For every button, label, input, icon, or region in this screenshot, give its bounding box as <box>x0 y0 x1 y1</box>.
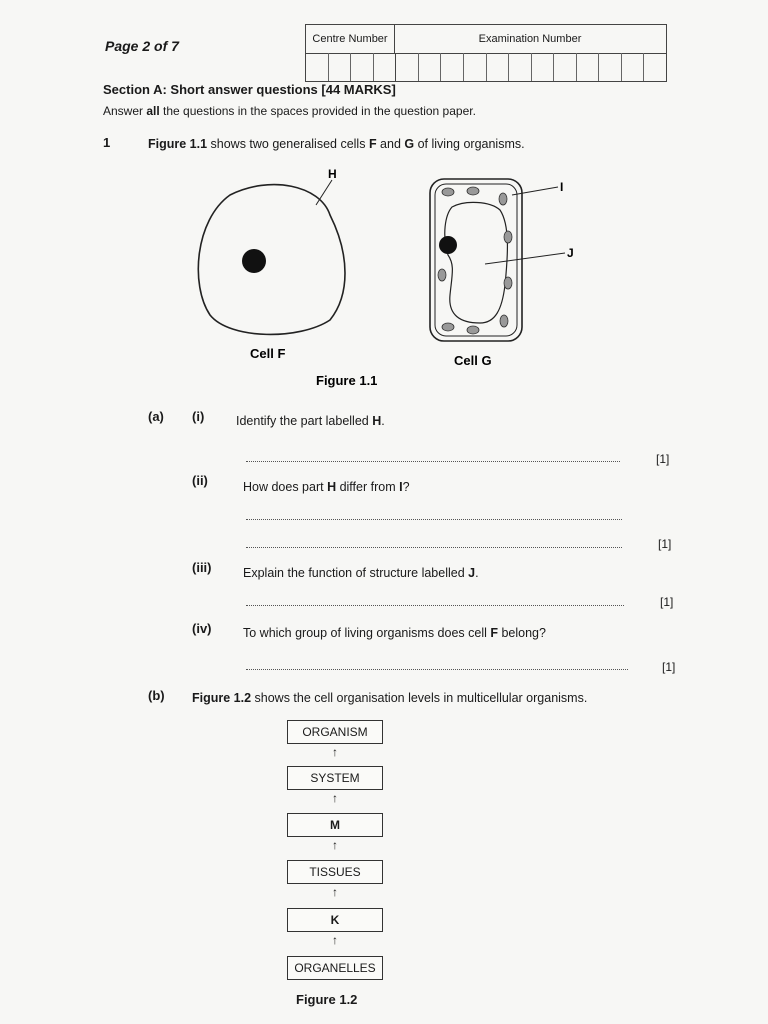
section-title: Section A: Short answer questions [44 MARKS] <box>103 82 396 97</box>
cell-g-wall <box>430 179 522 341</box>
answer-line-a-ii-2[interactable] <box>246 546 622 548</box>
part-b-label: (b) <box>148 688 165 703</box>
arrow-up-icon: ↑ <box>332 885 338 899</box>
arrow-up-icon: ↑ <box>332 791 338 805</box>
answer-line-a-iv[interactable] <box>246 668 628 670</box>
cell-g-label: Cell G <box>454 353 492 368</box>
arrow-up-icon: ↑ <box>332 838 338 852</box>
section-instruction: Answer all the questions in the spaces provided in the question paper. <box>103 104 476 118</box>
label-j: J <box>567 246 574 260</box>
level-k: K <box>287 908 383 932</box>
mark-a-ii: [1] <box>658 537 672 551</box>
figure-1-2-caption: Figure 1.2 <box>296 992 358 1007</box>
question-a-iv: To which group of living organisms does cell F belong? <box>243 626 546 640</box>
level-organism: ORGANISM <box>287 720 383 744</box>
arrow-up-icon: ↑ <box>332 745 338 759</box>
part-a-ii-num: (ii) <box>192 473 208 488</box>
mark-a-iv: [1] <box>662 660 676 674</box>
answer-line-a-iii[interactable] <box>246 604 624 606</box>
cell-f-membrane <box>198 185 345 335</box>
level-system: SYSTEM <box>287 766 383 790</box>
mark-a-i: [1] <box>656 452 670 466</box>
question-a-ii: How does part H differ from I? <box>243 480 410 494</box>
question-intro: Figure 1.1 shows two generalised cells F and G of living organisms. <box>148 137 525 151</box>
question-a-i: Identify the part labelled H. <box>236 414 385 428</box>
cell-f-nucleus <box>242 249 266 273</box>
number-cells <box>306 53 666 81</box>
centre-number-label: Centre Number <box>306 25 395 53</box>
label-h: H <box>328 167 337 181</box>
chloroplasts <box>438 187 512 334</box>
arrow-up-icon: ↑ <box>332 933 338 947</box>
level-tissues: TISSUES <box>287 860 383 884</box>
figure-1-1-caption: Figure 1.1 <box>316 373 378 388</box>
answer-line-a-i[interactable] <box>246 460 620 462</box>
level-organelles: ORGANELLES <box>287 956 383 980</box>
candidate-number-boxes <box>305 24 667 82</box>
cell-diagram <box>190 165 610 395</box>
question-a-iii: Explain the function of structure labelled J. <box>243 566 479 580</box>
exam-number-label: Examination Number <box>478 33 582 45</box>
question-number: 1 <box>103 135 111 150</box>
level-m: M <box>287 813 383 837</box>
answer-line-a-ii-1[interactable] <box>246 518 622 520</box>
cell-g-nucleus <box>439 236 457 254</box>
part-a-i-num: (i) <box>192 409 205 424</box>
label-i: I <box>560 180 564 194</box>
part-a-iii-num: (iii) <box>192 560 212 575</box>
figure-1-1 <box>190 165 610 395</box>
part-a-label: (a) <box>148 409 164 424</box>
question-b: Figure 1.2 shows the cell organisation levels in multicellular organisms. <box>192 691 588 705</box>
part-a-iv-num: (iv) <box>192 621 212 636</box>
page-label: Page 2 of 7 <box>105 38 179 54</box>
cell-f-label: Cell F <box>250 346 286 361</box>
mark-a-iii: [1] <box>660 595 674 609</box>
